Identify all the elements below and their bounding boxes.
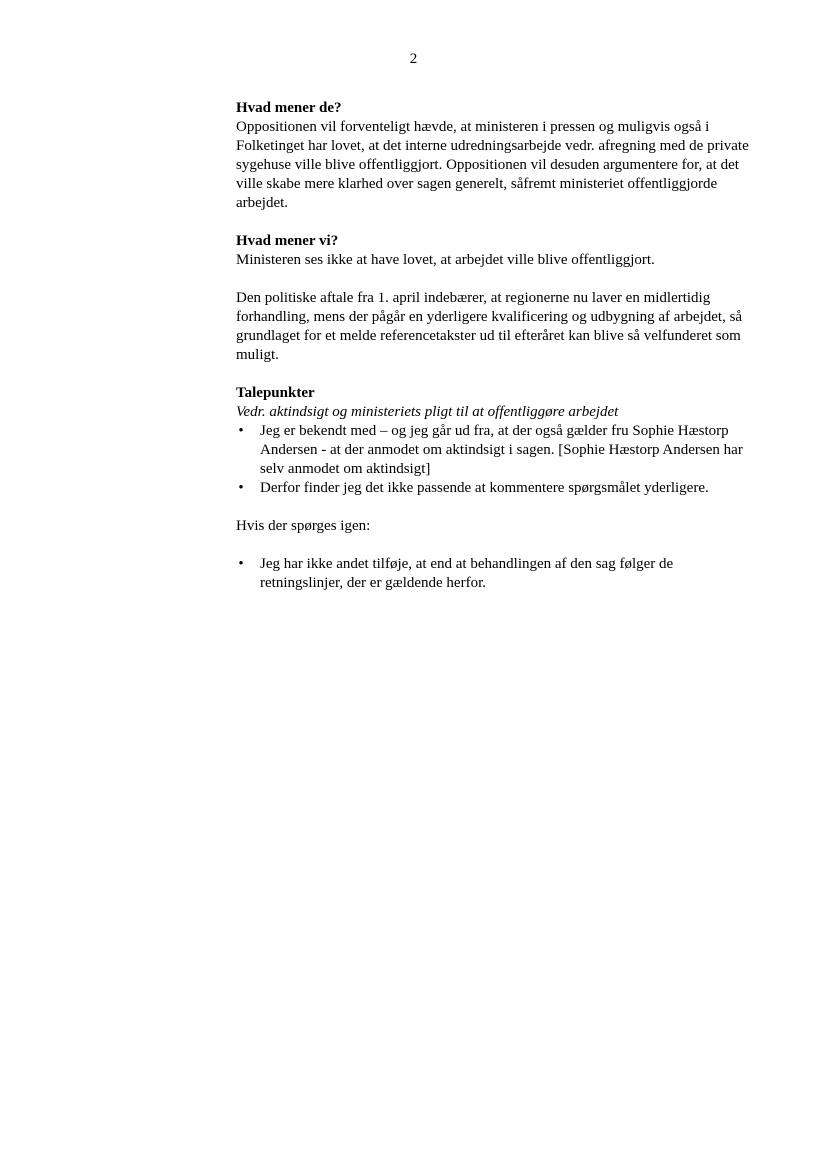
section-heading: Talepunkter bbox=[236, 385, 315, 401]
page-number: 2 bbox=[409, 51, 418, 67]
section-hvis-igen-bullets bbox=[236, 555, 756, 593]
section-paragraph: Den politiske aftale fra 1. april indebærer, at regionerne nu laver en midlertidig forhandling, mens der pågår en yderligere kvalificering og udbygning af arbejdet, så grundlaget for et melde referencetakster ud til efteråret kan blive så velfunderet som muligt. bbox=[236, 290, 743, 363]
section-hvad-mener-de bbox=[236, 99, 756, 213]
section-politisk-aftale bbox=[236, 289, 756, 365]
list-item bbox=[236, 555, 756, 593]
bullet-icon: • bbox=[238, 423, 244, 439]
bullet-icon: • bbox=[238, 556, 244, 572]
list-item-text: Jeg har ikke andet tilføje, at end at behandlingen af den sag følger de retningslinjer, der er gældende herfor. bbox=[260, 556, 674, 591]
list-item bbox=[236, 479, 756, 498]
list-item-text: Derfor finder jeg det ikke passende at kommentere spørgsmålet yderligere. bbox=[260, 480, 709, 496]
section-talepunkter bbox=[236, 384, 756, 498]
bullet-list bbox=[236, 555, 756, 593]
section-heading: Hvad mener vi? bbox=[236, 233, 339, 249]
document-body bbox=[236, 99, 756, 612]
list-item-text: Jeg er bekendt med – og jeg går ud fra, at der også gælder fru Sophie Hæstorp Andersen - at der anmodet om aktindsigt i sagen. [Sophie Hæstorp Andersen har selv anmodet om aktindsigt] bbox=[260, 423, 743, 477]
bullet-list bbox=[236, 422, 756, 498]
section-paragraph: Oppositionen vil forventeligt hævde, at ministeren i pressen og muligvis også i Folketinget har lovet, at det interne udredningsarbejde vedr. afregning med de private sygehuse ville blive offentliggjort. Oppositionen vil desuden argumentere for, at det ville skabe mere klarhed over sagen generelt, såfremt ministeriet offentliggjorde arbejdet. bbox=[236, 119, 749, 211]
section-paragraph: Hvis der spørges igen: bbox=[236, 518, 371, 534]
section-subheading: Vedr. aktindsigt og ministeriets pligt til at offentliggøre arbejdet bbox=[236, 404, 619, 420]
bullet-icon: • bbox=[238, 480, 244, 496]
section-paragraph: Ministeren ses ikke at have lovet, at arbejdet ville blive offentliggjort. bbox=[236, 252, 655, 268]
section-hvis-igen-intro bbox=[236, 517, 756, 536]
section-hvad-mener-vi bbox=[236, 232, 756, 270]
list-item bbox=[236, 422, 756, 479]
section-heading: Hvad mener de? bbox=[236, 100, 342, 116]
